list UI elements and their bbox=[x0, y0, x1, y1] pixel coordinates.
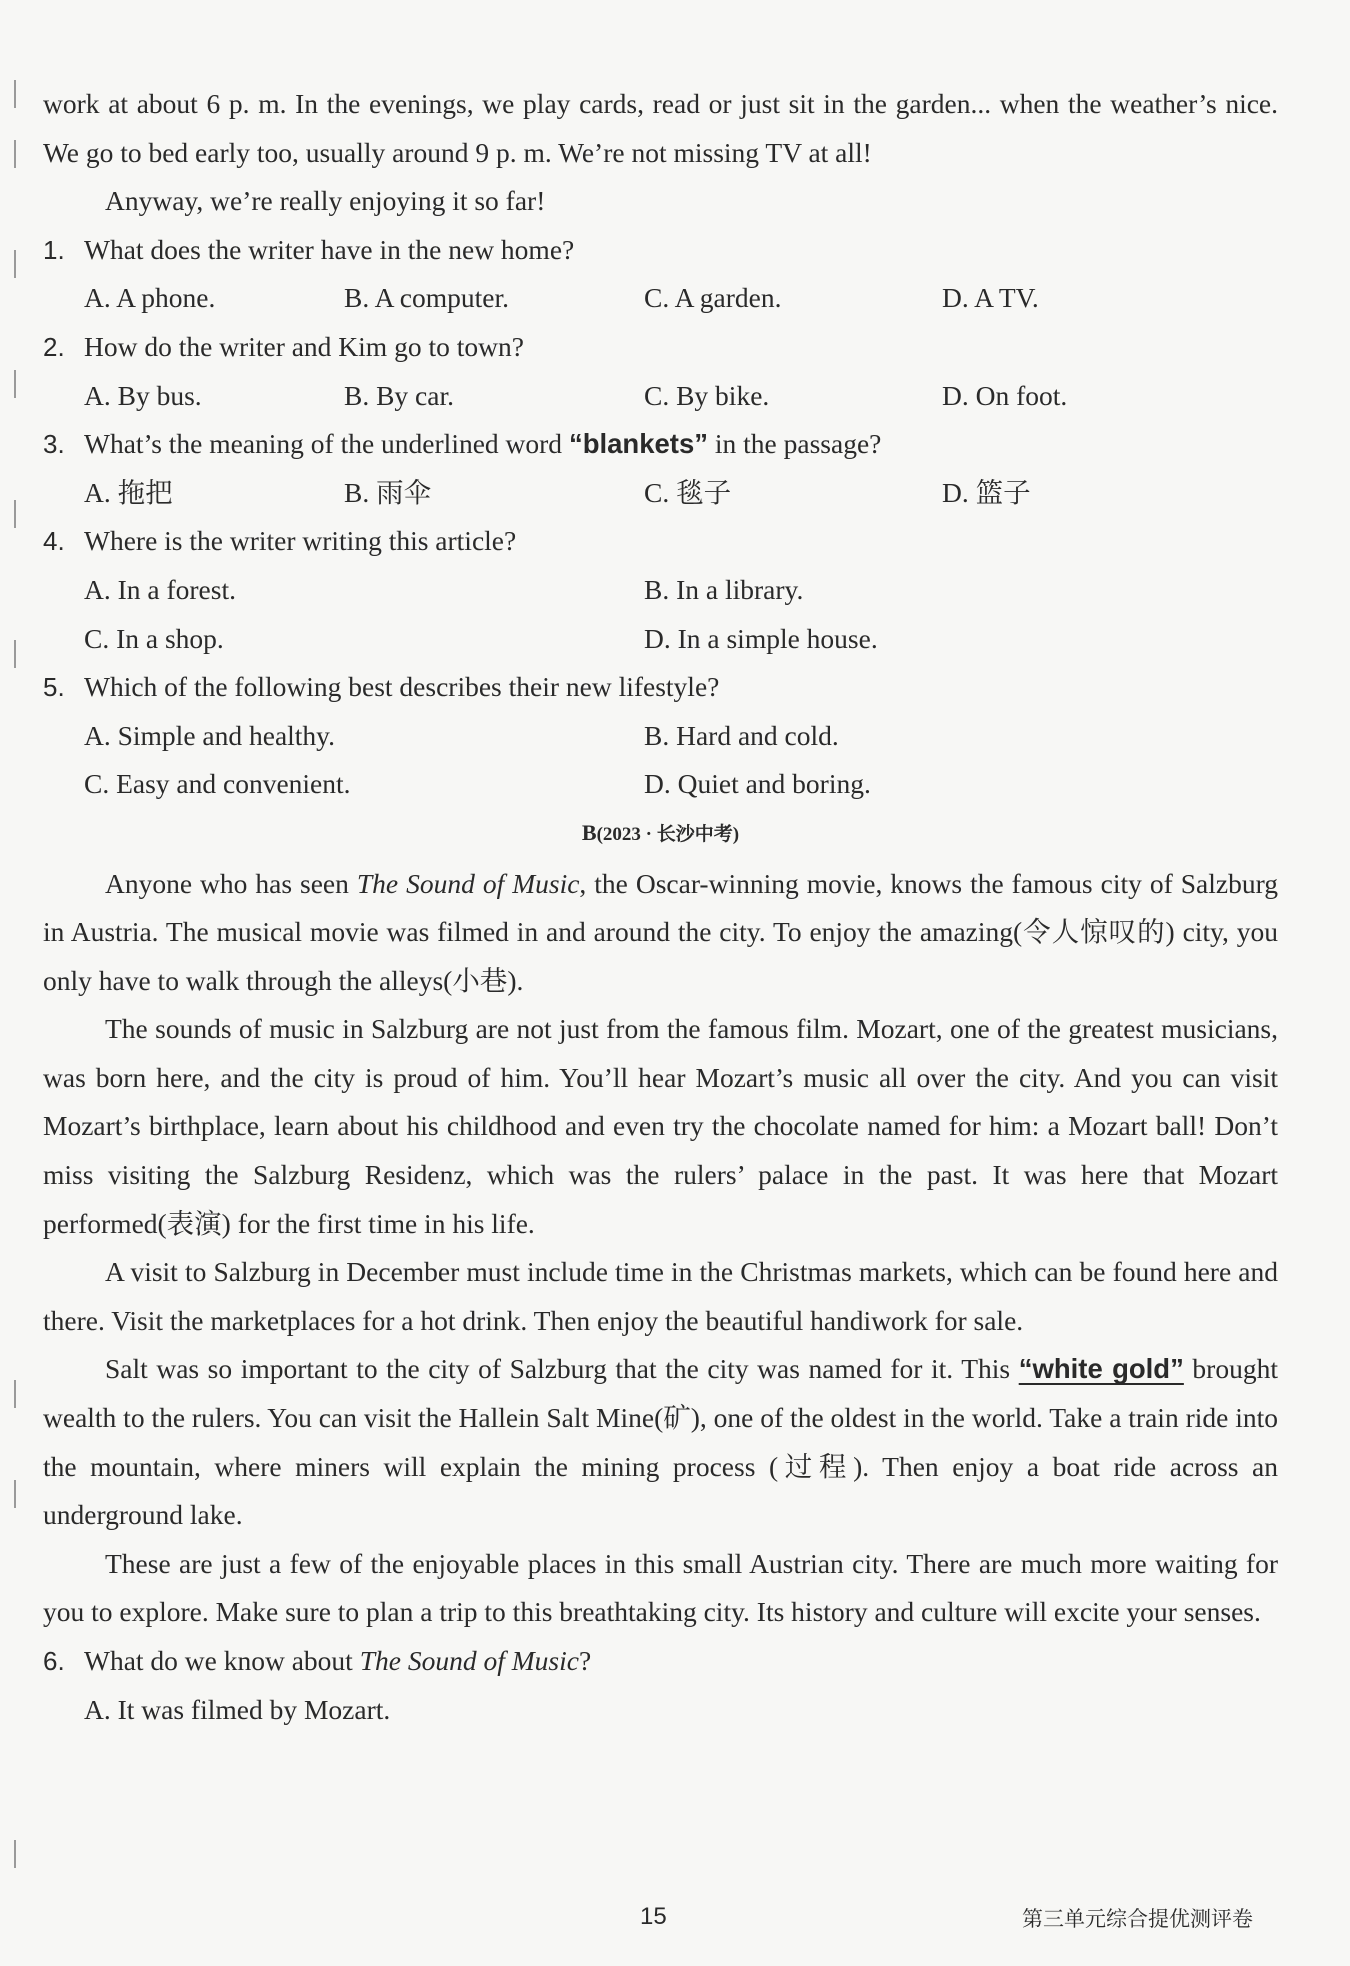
question-5 bbox=[43, 663, 1278, 712]
paragraph-text: , the Oscar-winning movie, knows the famous city of Salzburg in Austria. The musical movie was filmed in and around the city. To enjoy the amazing(令人惊叹的) city, you only have to walk through the alleys(小巷). bbox=[43, 867, 1278, 996]
question-text-part: What do we know about bbox=[84, 1645, 360, 1676]
question-5-options-row2 bbox=[43, 760, 1278, 809]
question-text: How do the writer and Kim go to town? bbox=[84, 330, 524, 362]
question-number: 2. bbox=[43, 331, 65, 362]
question-text bbox=[84, 420, 881, 469]
paragraph-text: brought wealth to the rulers. You can visit the Hallein Salt Mine(矿), one of the oldest in the world. Take a train ride into the mountain, where miners will explain the mining process (过程). Then enjoy a boat ride across an underground lake. bbox=[43, 1353, 1278, 1531]
question-6 bbox=[43, 1637, 1278, 1686]
question-text bbox=[84, 1637, 591, 1686]
passage-a-ending: work at about 6 p. m. In the evenings, we play cards, read or just sit in the garden... when the weather’s nice. We go to bed early too, usually around 9 p. m. We’re not missing TV at all! bbox=[43, 88, 1278, 168]
option-a: A. Simple and healthy. bbox=[84, 719, 336, 751]
question-text-part: What’s the meaning of the underlined word bbox=[84, 428, 569, 460]
page-content bbox=[43, 80, 1278, 1734]
passage-b-paragraph-3: A visit to Salzburg in December must include time in the Christmas markets, which can be found here and there. Visit the marketplaces for a hot drink. Then enjoy the beautiful handiwork for sale. bbox=[43, 1256, 1278, 1336]
option-a: A. By bus. bbox=[84, 379, 202, 411]
question-text: What does the writer have in the new home? bbox=[84, 233, 575, 265]
binding-margin-marks bbox=[14, 80, 18, 1880]
option-a: A. In a forest. bbox=[84, 573, 236, 605]
option-b: B. A computer. bbox=[344, 282, 509, 314]
option-c: C. 毯子 bbox=[644, 476, 732, 508]
question-1 bbox=[43, 226, 1278, 275]
paragraph-text: Anyone who has seen bbox=[105, 867, 357, 899]
question-text-part: ? bbox=[578, 1645, 592, 1676]
option-b: B. By car. bbox=[344, 379, 454, 411]
question-number: 1. bbox=[43, 234, 65, 265]
passage-b-paragraph-4 bbox=[43, 1345, 1278, 1539]
option-b: B. In a library. bbox=[644, 573, 804, 605]
option-d: D. 篮子 bbox=[942, 476, 1031, 508]
question-number: 5. bbox=[43, 672, 65, 703]
paragraph-text: Salt was so important to the city of Salzburg that the city was named for it. This bbox=[105, 1353, 1019, 1385]
option-a: A. A phone. bbox=[84, 282, 216, 314]
question-2 bbox=[43, 323, 1278, 372]
option-c: C. A garden. bbox=[644, 282, 782, 314]
question-3 bbox=[43, 420, 1278, 469]
question-text: Where is the writer writing this article? bbox=[84, 525, 517, 557]
question-2-options bbox=[43, 372, 1278, 421]
question-text: Which of the following best describes their new lifestyle? bbox=[84, 671, 720, 703]
option-c: C. By bike. bbox=[644, 379, 770, 411]
option-d: D. In a simple house. bbox=[644, 622, 878, 654]
option-d: D. On foot. bbox=[942, 379, 1068, 411]
section-letter: B bbox=[581, 819, 597, 845]
option-d: D. A TV. bbox=[942, 282, 1039, 314]
question-1-options bbox=[43, 274, 1278, 323]
option-c: C. In a shop. bbox=[84, 622, 224, 654]
question-3-options bbox=[43, 469, 1278, 518]
question-number: 6. bbox=[43, 1646, 65, 1676]
option-b: B. Hard and cold. bbox=[644, 719, 839, 751]
question-4 bbox=[43, 517, 1278, 566]
underlined-phrase: “white gold” bbox=[1018, 1353, 1184, 1385]
option-a: A. It was filmed by Mozart. bbox=[84, 1693, 391, 1725]
unit-title: 第三单元综合提优测评卷 bbox=[1022, 1907, 1253, 1931]
highlighted-word: “blankets” bbox=[568, 428, 709, 460]
question-text-part: in the passage? bbox=[708, 428, 882, 460]
question-6-options bbox=[43, 1686, 1278, 1735]
question-4-options-row1 bbox=[43, 566, 1278, 615]
option-d: D. Quiet and boring. bbox=[644, 768, 871, 800]
question-5-options-row1 bbox=[43, 712, 1278, 761]
question-number: 4. bbox=[43, 526, 65, 557]
section-source: (2023 · 长沙中考) bbox=[596, 823, 740, 845]
question-4-options-row2 bbox=[43, 615, 1278, 664]
movie-title: The Sound of Music bbox=[359, 1645, 579, 1676]
page-number: 15 bbox=[640, 1903, 667, 1930]
section-b-heading bbox=[43, 809, 1278, 860]
movie-title: The Sound of Music bbox=[356, 867, 580, 899]
option-a: A. 拖把 bbox=[84, 476, 173, 508]
passage-a-closing: Anyway, we’re really enjoying it so far! bbox=[105, 185, 546, 217]
option-b: B. 雨伞 bbox=[344, 476, 432, 508]
option-c: C. Easy and convenient. bbox=[84, 768, 351, 800]
passage-b-paragraph-2: The sounds of music in Salzburg are not just from the famous film. Mozart, one of the greatest musicians, was born here, and the city is proud of him. You’ll hear Mozart’s music all over the city. And you can visit Mozart’s birthplace, learn about his childhood and even try the chocolate named for him: a Mozart ball! Don’t miss visiting the Salzburg Residenz, which was the rulers’ palace in the past. It was here that Mozart performed(表演) for the first time in his life. bbox=[43, 1013, 1278, 1239]
passage-b-paragraph-5: These are just a few of the enjoyable places in this small Austrian city. There are much more waiting for you to explore. Make sure to plan a trip to this breathtaking city. Its history and culture will excite your senses. bbox=[43, 1547, 1278, 1628]
question-number: 3. bbox=[43, 429, 65, 460]
passage-b-paragraph-1 bbox=[43, 860, 1278, 1006]
